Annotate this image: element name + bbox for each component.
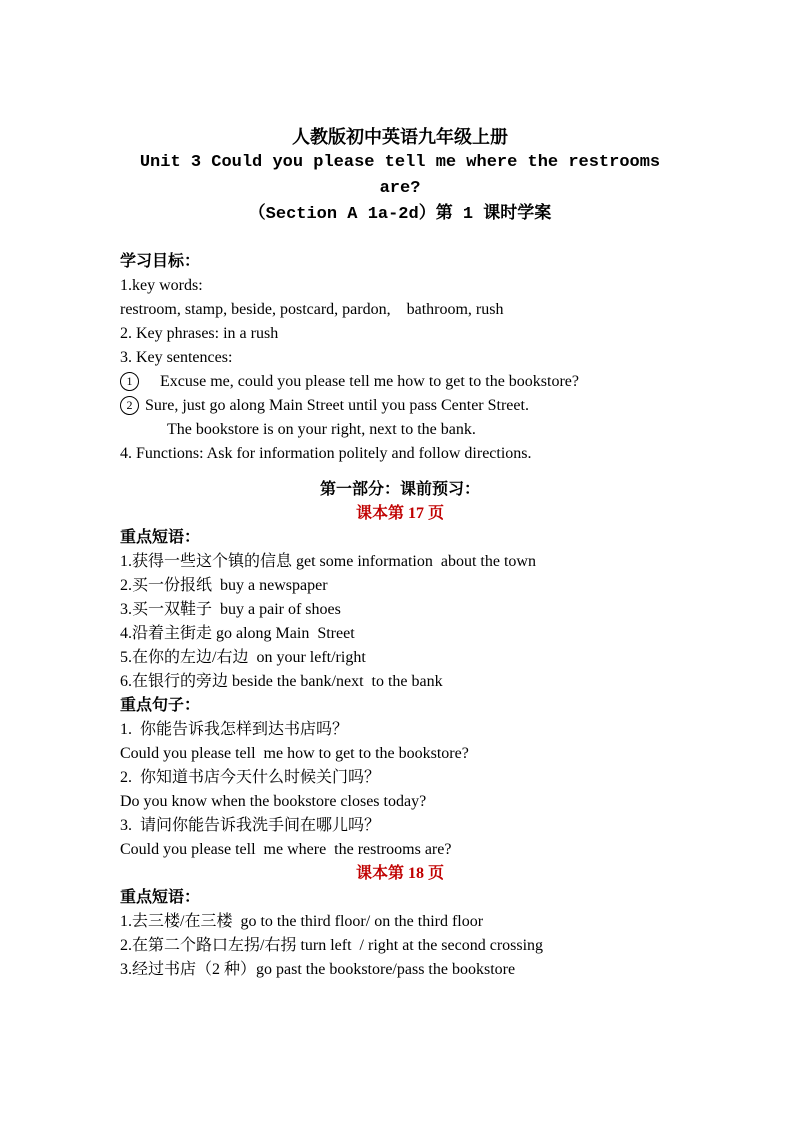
circled-number-2: 2: [120, 396, 139, 415]
phrase-item: 2.在第二个路口左拐/右拐 turn left / right at the second crossing: [120, 937, 544, 954]
phrase-item: 1.获得一些这个镇的信息 get some information about the town: [120, 553, 536, 570]
textbook-page-17: 课本第 17 页: [355, 505, 444, 522]
textbook-page-18: 课本第 18 页: [355, 865, 444, 882]
sentence-item: Do you know when the bookstore closes today?: [120, 793, 427, 810]
sentence-item: 2. 你知道书店今天什么时候关门吗？: [120, 769, 381, 786]
phrase-item: 2.买一份报纸 buy a newspaper: [120, 577, 328, 594]
key-sentence-2: [120, 394, 680, 418]
sentence-item: 1. 你能告诉我怎样到达书店吗？: [120, 721, 349, 738]
key-words: restroom, stamp, beside, postcard, pardon, bathroom, rush: [120, 301, 504, 318]
key-sentences-label: 3. Key sentences:: [120, 349, 233, 366]
sentences-heading: 重点句子：: [120, 697, 201, 714]
sentence-item: 3. 请问你能告诉我洗手间在哪儿吗？: [120, 817, 381, 834]
circled-number-1: 1: [120, 372, 139, 391]
sentence-item: Could you please tell me where the restrooms are?: [120, 841, 452, 858]
phrase-item: 4.沿着主街走 go along Main Street: [120, 625, 355, 642]
key-sentence-2-text: Sure, just go along Main Street until you pass Center Street.: [145, 397, 529, 414]
document-title-section: （Section A 1a-2d）第 1 课时学案: [248, 205, 552, 224]
key-sentence-1: [120, 370, 680, 394]
objectives-heading: 学习目标：: [120, 253, 201, 270]
document-title-unit: Unit 3 Could you please tell me where the restrooms are?: [139, 153, 661, 198]
phrase-item: 3.买一双鞋子 buy a pair of shoes: [120, 601, 341, 618]
key-sentence-2-continued: The bookstore is on your right, next to the bank.: [167, 421, 476, 438]
phrases-heading: 重点短语：: [120, 529, 201, 546]
key-phrases: 2. Key phrases: in a rush: [120, 325, 279, 342]
phrase-item: 1.去三楼/在三楼 go to the third floor/ on the third floor: [120, 913, 484, 930]
key-words-label: 1.key words:: [120, 277, 203, 294]
part1-heading: 第一部分：课前预习：: [319, 481, 480, 498]
phrase-item: 5.在你的左边/右边 on your left/right: [120, 649, 366, 666]
phrases-heading-2: 重点短语：: [120, 889, 201, 906]
key-sentence-1-text: Excuse me, could you please tell me how to get to the bookstore?: [160, 373, 579, 390]
phrase-item: 6.在银行的旁边 beside the bank/next to the bank: [120, 673, 443, 690]
sentence-item: Could you please tell me how to get to the bookstore?: [120, 745, 469, 762]
functions: 4. Functions: Ask for information politely and follow directions.: [120, 445, 532, 462]
document-page: [120, 124, 680, 982]
phrase-item: 3.经过书店（2 种）go past the bookstore/pass the bookstore: [120, 961, 516, 978]
document-title-cn: 人教版初中英语九年级上册: [292, 127, 508, 147]
